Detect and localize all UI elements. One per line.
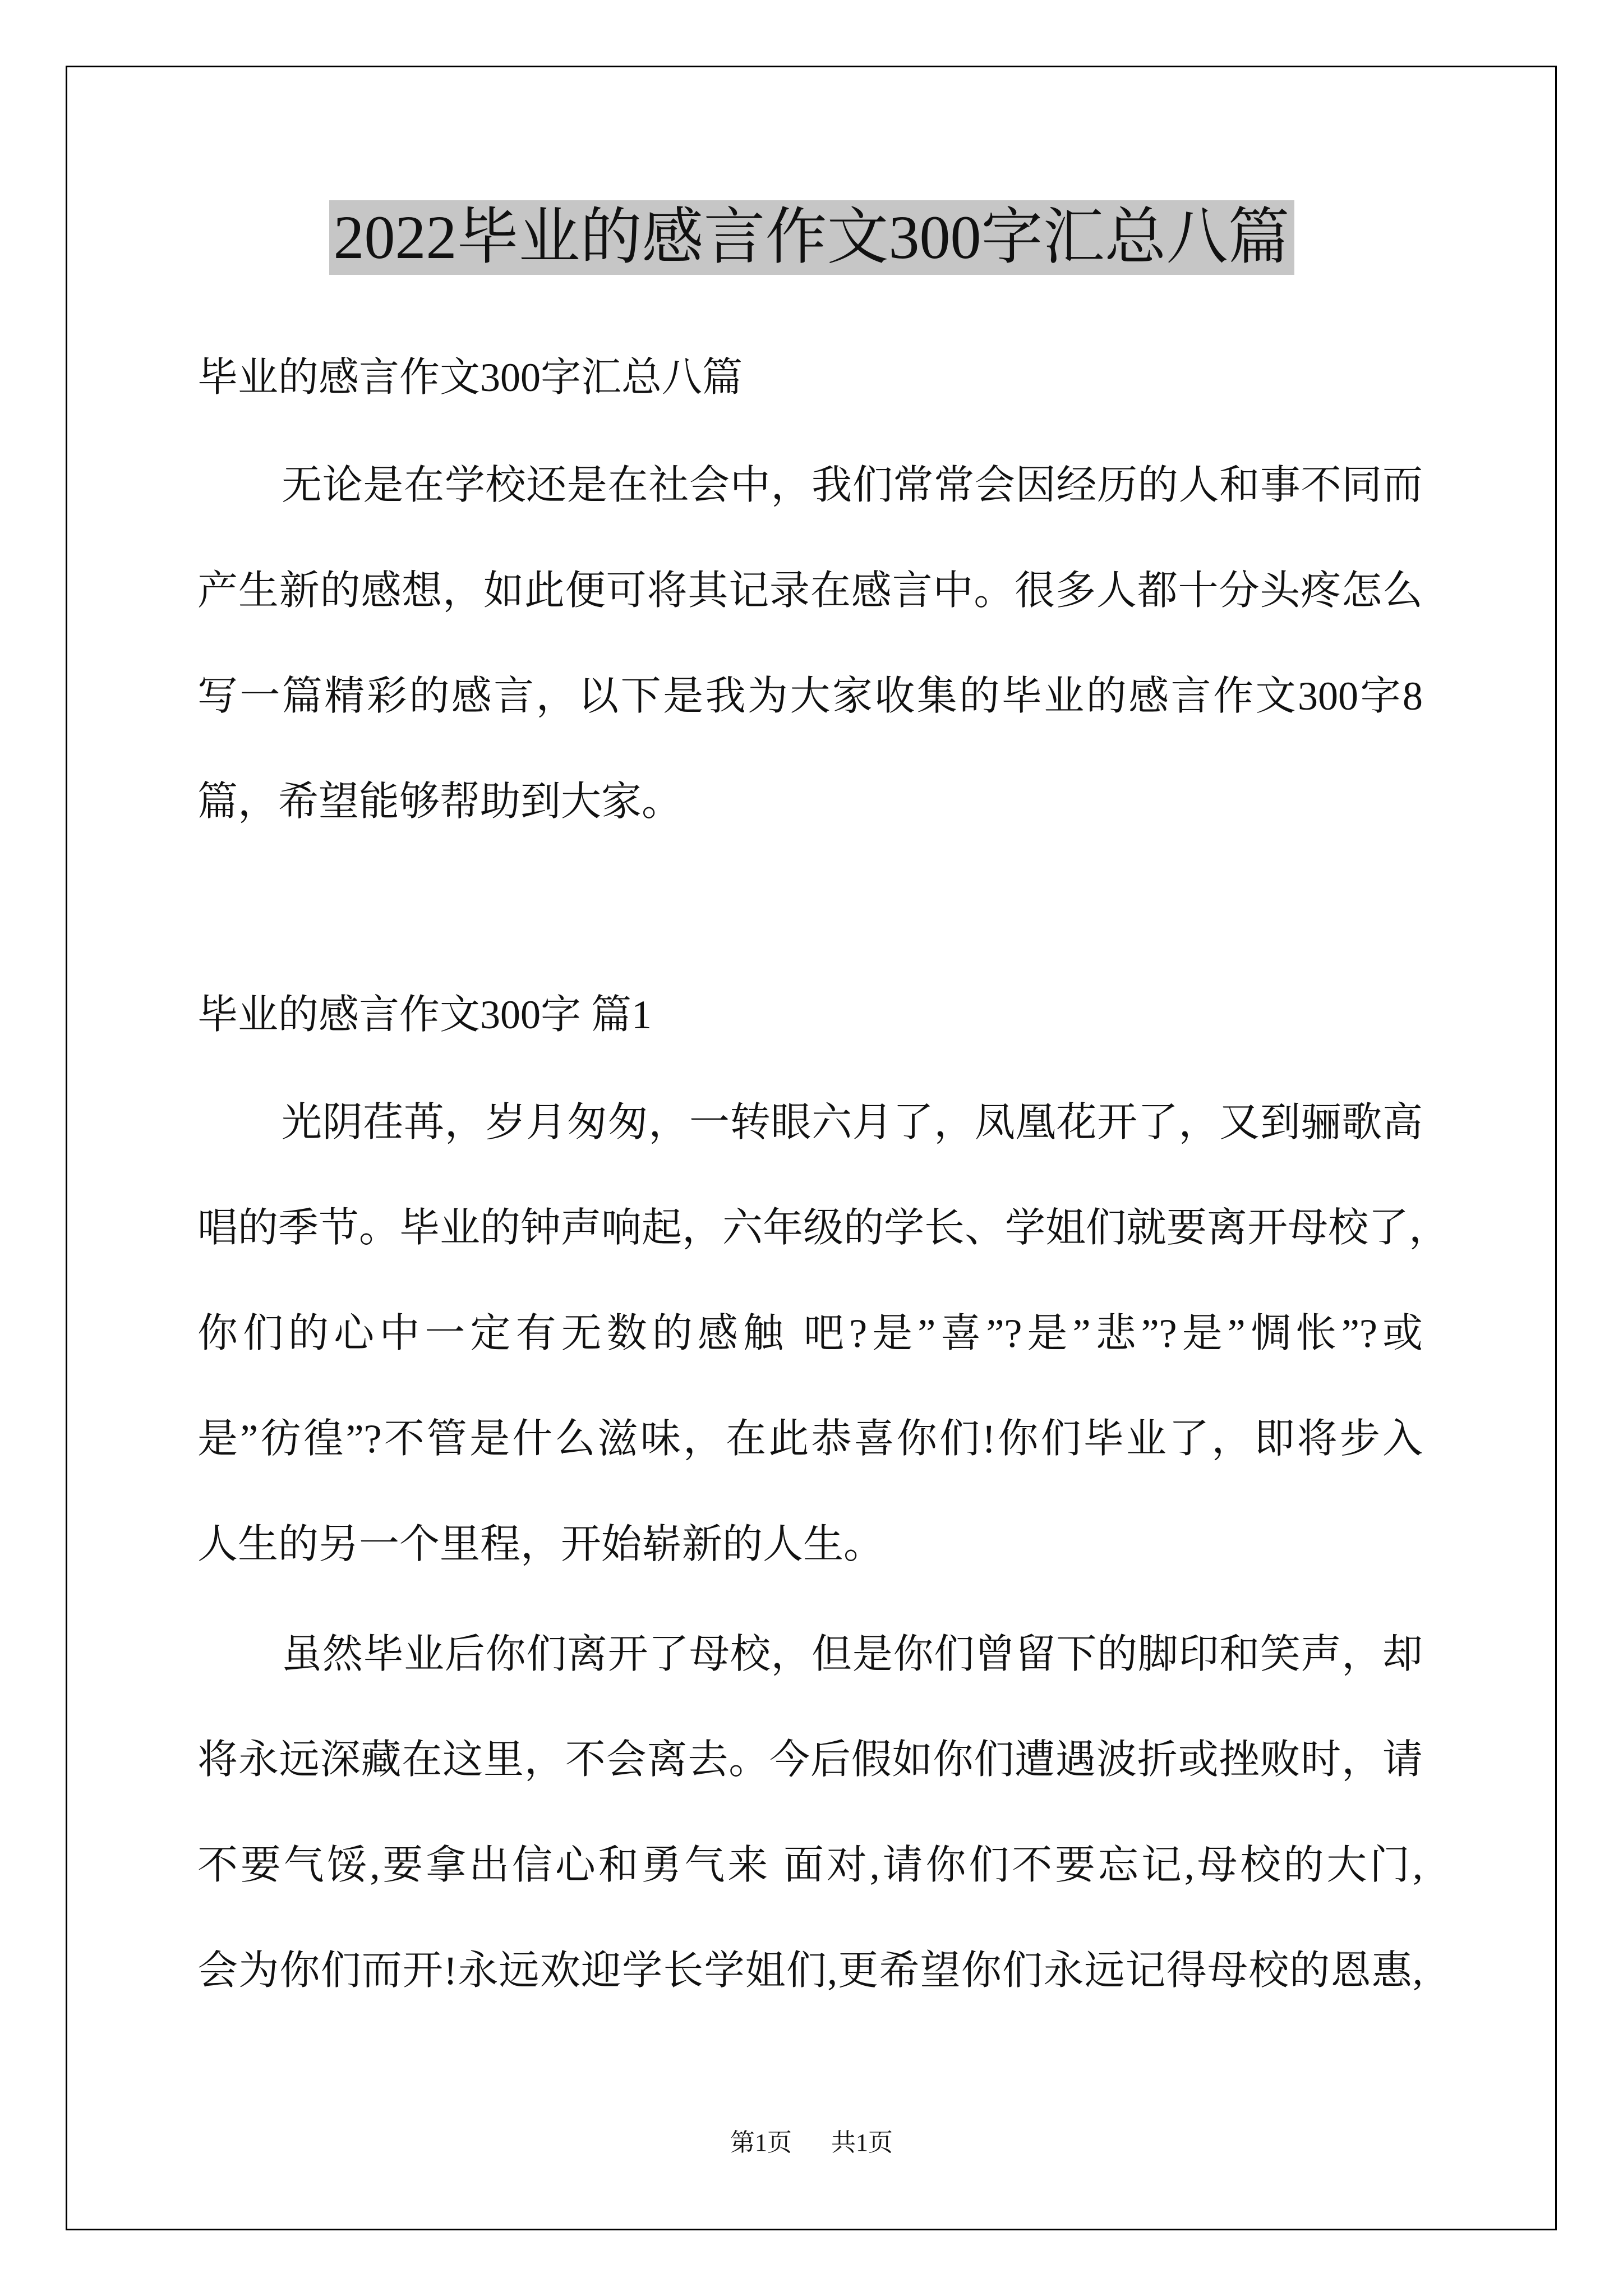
title-area [0, 200, 1623, 275]
page-number-current: 第1页 [730, 2129, 792, 2156]
paragraph-line: 不要气馁,要拿出信心和勇气来 面对,请你们不要忘记,母校的大门, [197, 1843, 1423, 1888]
section-paragraph [197, 1070, 1450, 1597]
document-title: 2022毕业的感言作文300字汇总八篇 [329, 200, 1294, 275]
page-number-total: 共1页 [831, 2129, 893, 2156]
paragraph-line: 唱的季节。毕业的钟声响起，六年级的学长、学姐们就要离开母校了， [197, 1205, 1450, 1250]
paragraph-line: 光阴荏苒，岁月匆匆，一转眼六月了，凤凰花开了，又到骊歌高 [282, 1100, 1423, 1145]
paragraph-line: 篇，希望能够帮助到大家。 [197, 779, 683, 824]
paragraph-line: 人生的另一个里程，开始崭新的人生。 [197, 1522, 884, 1567]
paragraph-line: 产生新的感想，如此便可将其记录在感言中。很多人都十分头疼怎么 [197, 568, 1423, 613]
page-footer [0, 2126, 1623, 2160]
paragraph-line: 会为你们而开!永远欢迎学长学姐们,更希望你们永远记得母校的恩惠, [197, 1948, 1423, 1993]
paragraph-line: 虽然毕业后你们离开了母校，但是你们曾留下的脚印和笑声，却 [282, 1632, 1423, 1677]
section-paragraph [197, 1602, 1423, 2023]
document-subtitle: 毕业的感言作文300字汇总八篇 [197, 355, 743, 400]
paragraph-line: 是”彷徨”?不管是什么滋味，在此恭喜你们!你们毕业了，即将步入 [197, 1416, 1423, 1461]
paragraph-line: 写一篇精彩的感言，以下是我为大家收集的毕业的感言作文300字8 [197, 674, 1423, 719]
paragraph-line: 你们的心中一定有无数的感触 吧?是”喜”?是”悲”?是”惆怅”?或 [197, 1311, 1423, 1356]
paragraph-line: 无论是在学校还是在社会中，我们常常会因经历的人和事不同而 [282, 463, 1423, 508]
section-heading: 毕业的感言作文300字 篇1 [197, 992, 652, 1037]
paragraph-line: 将永远深藏在这里，不会离去。今后假如你们遭遇波折或挫败时，请 [197, 1737, 1423, 1782]
document-body [197, 325, 1450, 2023]
intro-paragraph [197, 432, 1423, 854]
